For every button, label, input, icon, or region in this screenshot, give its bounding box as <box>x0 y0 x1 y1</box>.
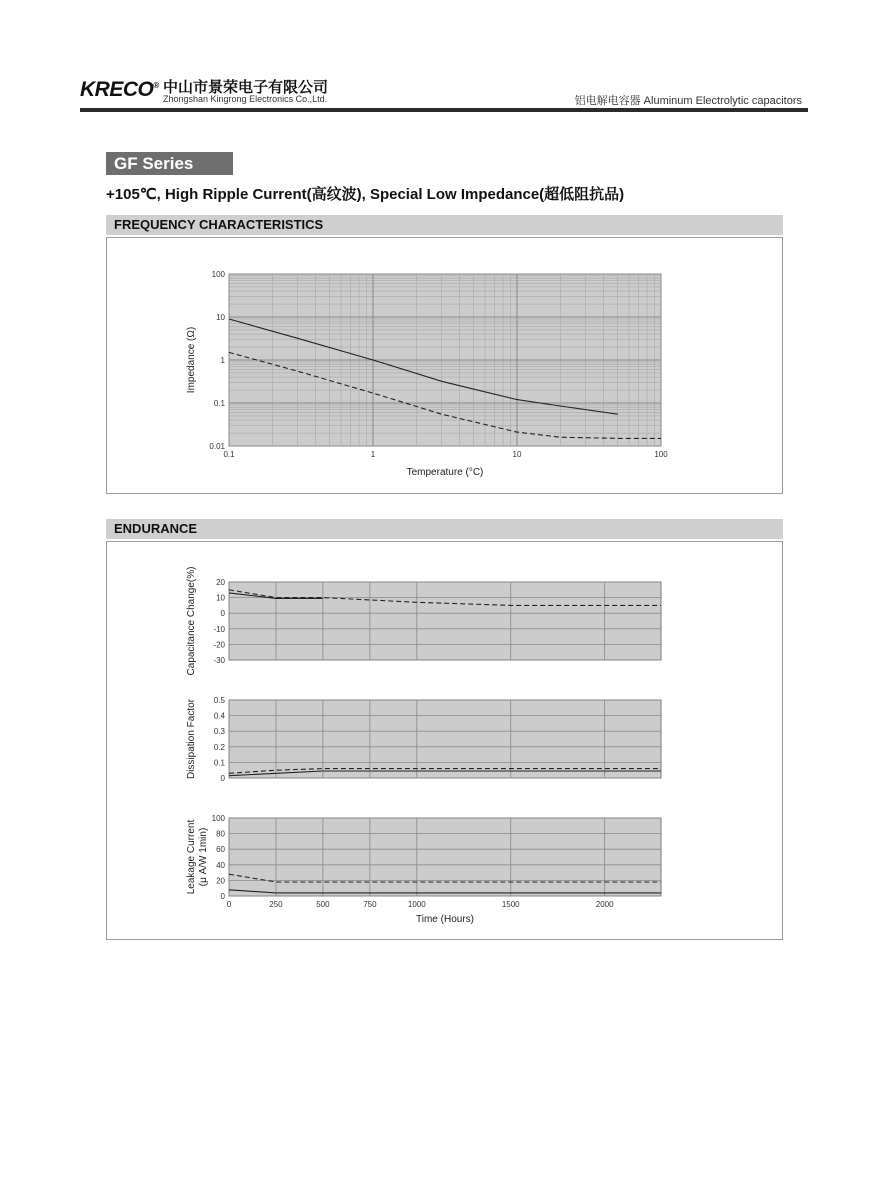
x-tick-label: 250 <box>269 900 283 909</box>
frequency-chart <box>107 238 784 495</box>
y-tick-label: 0.01 <box>209 442 225 451</box>
x-tick-label: 1500 <box>501 900 520 909</box>
y-axis-title: Impedance (Ω) <box>186 326 197 394</box>
y-axis-title: Leakage Current <box>186 819 197 895</box>
series-subtitle: +105℃, High Ripple Current(高纹波), Special Low Impedance(超低阻抗品) <box>106 186 625 203</box>
product-type: 铝电解电容器 Aluminum Electrolytic capacitors <box>574 95 802 107</box>
y-tick-label: 0.3 <box>213 727 225 737</box>
y-axis-title: Dissipation Factor <box>186 698 197 780</box>
y-tick-label: 0.1 <box>213 758 225 768</box>
x-tick-label: 100 <box>654 450 668 459</box>
x-tick-label: 1 <box>370 450 376 459</box>
header-divider <box>80 108 808 112</box>
capacitance-plot <box>186 567 661 676</box>
y-tick-label: 100 <box>211 814 225 823</box>
logo-text: KRECO <box>80 78 154 101</box>
y-tick-label: 0.5 <box>213 696 225 705</box>
y-tick-label: 40 <box>216 860 225 870</box>
y-tick-label: 0 <box>220 609 225 619</box>
y-tick-label: 20 <box>216 578 225 587</box>
y-tick-label: -10 <box>213 624 225 634</box>
y-tick-label: 100 <box>211 270 225 279</box>
y-tick-label: -30 <box>213 656 225 665</box>
y-tick-label: 20 <box>216 876 225 886</box>
y-tick-label: 0 <box>220 892 225 901</box>
y-tick-label: 0 <box>220 774 225 783</box>
leakage-plot <box>186 814 661 925</box>
y-tick-label: 1 <box>220 356 225 365</box>
x-tick-label: 10 <box>512 450 522 459</box>
y-axis-title: Capacitance Change(%) <box>186 566 197 676</box>
x-tick-label: 0.1 <box>223 450 235 459</box>
x-tick-label: 750 <box>363 900 377 909</box>
y-tick-label: 0.2 <box>213 742 225 752</box>
y-tick-label: -20 <box>213 640 225 650</box>
y-tick-label: 80 <box>216 829 225 839</box>
series-badge: GF Series <box>106 152 233 175</box>
frequency-plot <box>186 270 668 478</box>
x-tick-label: 0 <box>226 900 232 909</box>
registered-mark: ® <box>153 81 159 90</box>
y-tick-label: 10 <box>216 593 225 603</box>
plot-background <box>229 818 661 896</box>
endurance-panel <box>106 541 783 940</box>
y-tick-label: 10 <box>216 313 225 322</box>
y-tick-label: 0.1 <box>213 399 225 408</box>
company-logo <box>80 78 159 102</box>
y-tick-label: 60 <box>216 845 225 855</box>
dissipation-plot <box>186 696 661 783</box>
frequency-panel <box>106 237 783 494</box>
plot-background <box>229 700 661 778</box>
y-tick-label: 0.4 <box>213 711 225 721</box>
section-header-frequency: FREQUENCY CHARACTERISTICS <box>106 215 783 235</box>
x-tick-label: 1000 <box>407 900 426 909</box>
company-name-en: Zhongshan Kingrong Electronics Co.,Ltd. <box>163 94 328 104</box>
x-axis-title: Temperature (°C) <box>406 467 484 478</box>
plot-background <box>229 582 661 660</box>
section-header-endurance: ENDURANCE <box>106 519 783 539</box>
endurance-chart <box>107 542 784 941</box>
y-axis-title-unit: (μ A/W 1min) <box>198 827 209 887</box>
x-axis-title: Time (Hours) <box>416 914 474 925</box>
x-tick-label: 2000 <box>595 900 614 909</box>
company-name-cn: 中山市景荣电子有限公司 <box>163 79 329 96</box>
x-tick-label: 500 <box>316 900 330 909</box>
